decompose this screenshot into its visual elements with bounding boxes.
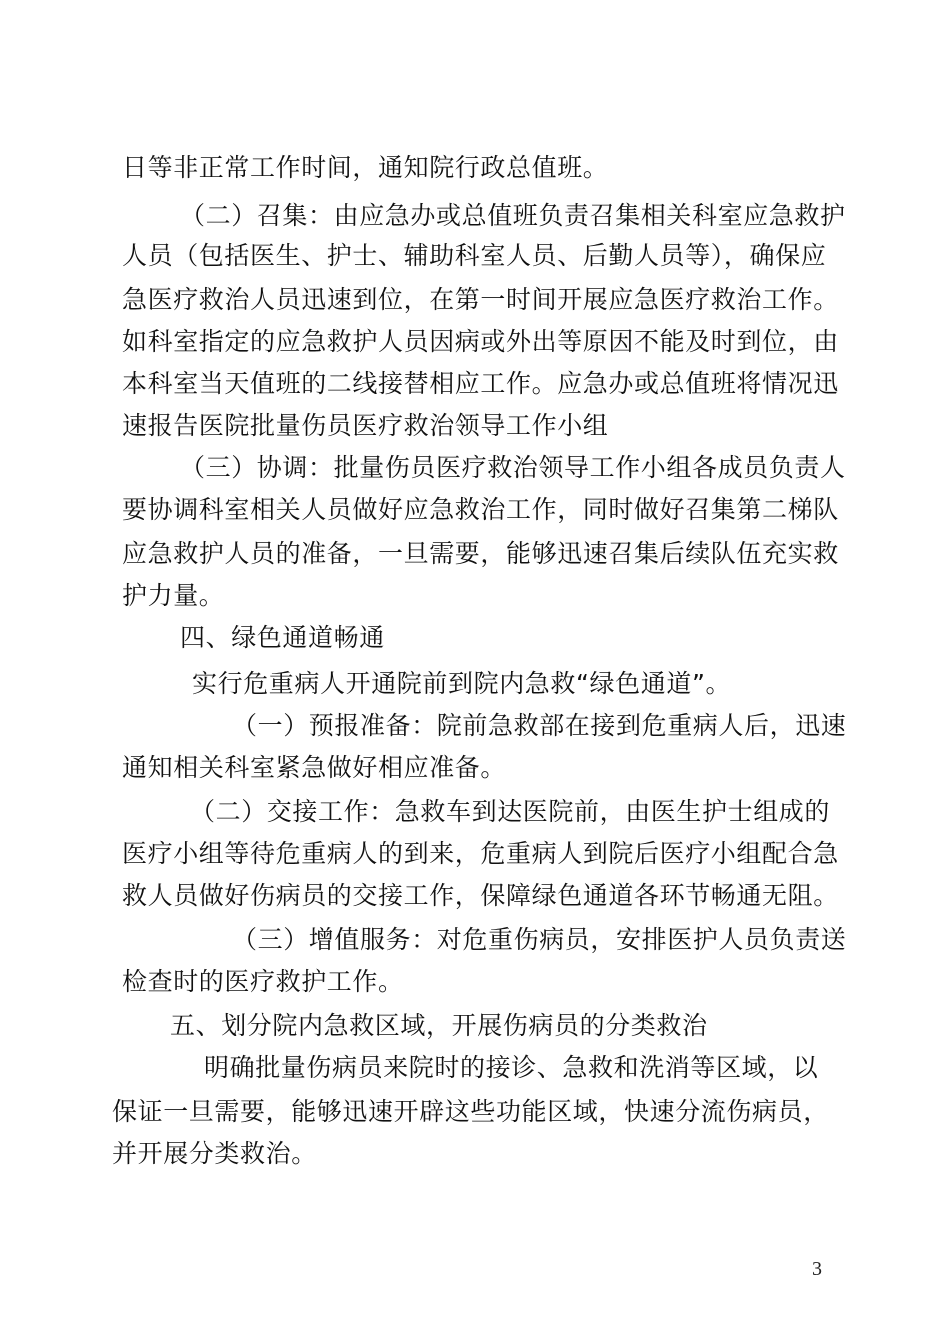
text-line-13: 实行危重病人开通院前到院内急救“绿色通道”。: [192, 669, 732, 698]
text-line-19: （三）增值服务：对危重伤病员，安排医护人员负责送: [232, 925, 847, 954]
text-line-20: 检查时的医疗救护工作。: [122, 967, 404, 996]
text-line-7: 速报告医院批量伤员医疗救治领导工作小组: [122, 411, 609, 440]
text-line-2: （二）召集：由应急办或总值班负责召集相关科室应急救护: [180, 201, 846, 230]
text-line-18: 救人员做好伤病员的交接工作，保障绿色通道各环节畅通无阻。: [122, 881, 839, 910]
text-line-24: 并开展分类救治。: [112, 1139, 317, 1168]
text-line-6: 本科室当天值班的二线接替相应工作。应急办或总值班将情况迅: [122, 369, 839, 398]
text-line-16: （二）交接工作：急救车到达医院前，由医生护士组成的: [190, 797, 831, 826]
text-line-10: 应急救护人员的准备，一旦需要，能够迅速召集后续队伍充实救: [122, 539, 839, 568]
text-line-4: 急医疗救治人员迅速到位，在第一时间开展应急医疗救治工作。: [122, 285, 839, 314]
section-heading-4: 四、绿色通道畅通: [180, 623, 385, 652]
text-line-23: 保证一旦需要，能够迅速开辟这些功能区域，快速分流伤病员，: [112, 1097, 829, 1126]
text-line-15: 通知相关科室紧急做好相应准备。: [122, 753, 507, 782]
text-line-22: 明确批量伤病员来院时的接诊、急救和洗消等区域，以: [204, 1053, 819, 1082]
text-line-11: 护力量。: [122, 581, 225, 610]
section-heading-5: 五、划分院内急救区域，开展伤病员的分类救治: [170, 1011, 708, 1040]
page-number: 3: [812, 1258, 822, 1280]
text-line-17: 医疗小组等待危重病人的到来，危重病人到院后医疗小组配合急: [122, 839, 839, 868]
text-line-1: 日等非正常工作时间，通知院行政总值班。: [122, 153, 609, 182]
text-line-14: （一）预报准备：院前急救部在接到危重病人后，迅速: [232, 711, 847, 740]
text-line-3: 人员（包括医生、护士、辅助科室人员、后勤人员等），确保应: [122, 241, 827, 270]
text-line-5: 如科室指定的应急救护人员因病或外出等原因不能及时到位，由: [122, 327, 839, 356]
text-line-9: 要协调科室相关人员做好应急救治工作，同时做好召集第二梯队: [122, 495, 839, 524]
text-line-8: （三）协调：批量伤员医疗救治领导工作小组各成员负责人: [180, 453, 846, 482]
